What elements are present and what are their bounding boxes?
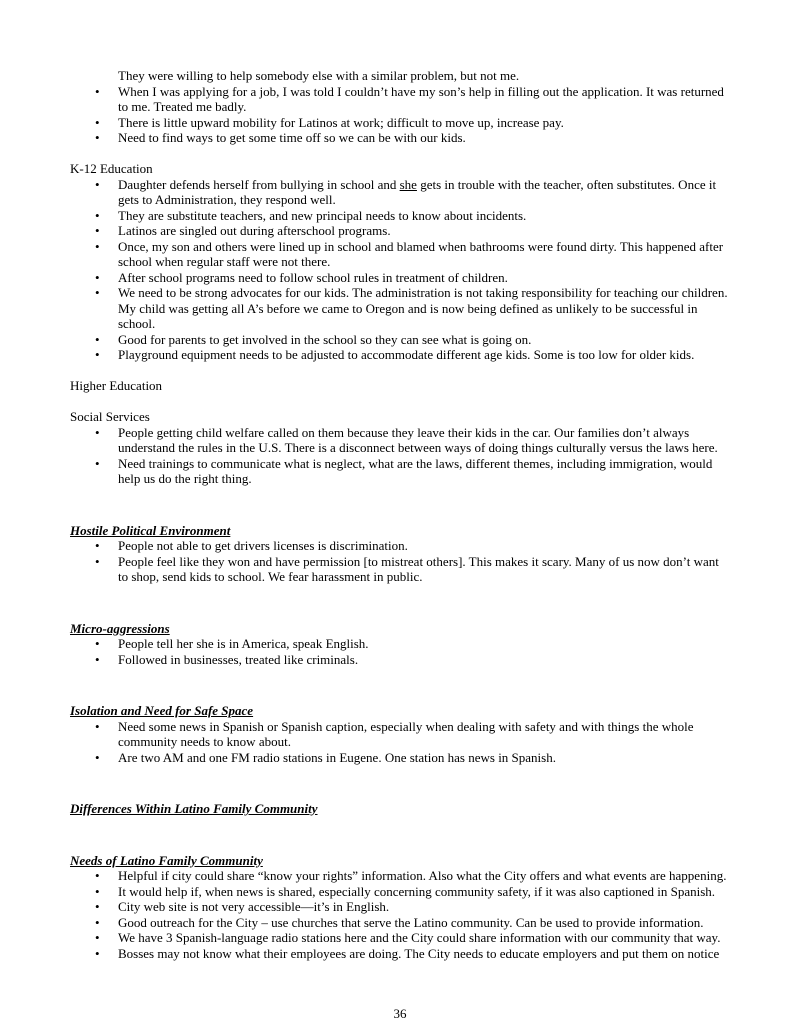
bullet-text: People tell her she is in America, speak English. [118,636,369,651]
bullet-text: People not able to get drivers licenses is discrimination. [118,538,408,553]
bullet-text: We have 3 Spanish-language radio stations here and the City could share information with our community that way. [118,930,721,945]
bullet-marker: • [95,238,100,254]
bullet-text: After school programs need to follow school rules in treatment of children. [118,269,508,285]
bullet-item [70,868,732,884]
bullet-marker: • [95,914,100,930]
bullet-text: Daughter defends herself from bullying in school and she gets in trouble with the teacher, often substitutes. Once it gets to Administration, they respond well. [118,176,717,207]
section-heading: Higher Education [70,378,163,393]
bullet-item [70,208,732,224]
bullet-list [70,425,732,487]
bullet-marker: • [95,538,100,553]
bullet-marker: • [95,269,100,285]
section-heading: Isolation and Need for Safe Space [70,703,254,718]
section-social-services [70,409,732,487]
bullet-list [70,719,732,766]
bullet-text: Playground equipment needs to be adjusted to accommodate different age kids. Some is too low for older kids. [118,347,695,362]
section-k12-education [70,161,732,363]
bullet-item [70,332,732,348]
section-needs-latino-family-community [70,853,732,962]
bullet-text: It would help if, when news is shared, especially concerning community safety, if it was also captioned in Spanish. [118,883,716,899]
bullet-item [70,130,732,146]
bullet-marker: • [95,945,100,961]
bullet-item [70,84,732,115]
bullet-text: Once, my son and others were lined up in school and blamed when bathrooms were found dirty. This happened after school when regular staff were not there. [118,238,724,269]
bullet-item [70,223,732,239]
bullet-text: They are substitute teachers, and new principal needs to know about incidents. [118,207,527,223]
bullet-item [70,115,732,131]
section-hostile-political-environment [70,523,732,585]
bullet-marker: • [95,114,100,130]
bullet-item [70,750,732,766]
bullet-marker: • [95,130,100,145]
bullet-item [70,899,732,915]
bullet-text: City web site is not very accessible—it’s in English. [118,899,390,914]
section-heading: Hostile Political Environment [70,522,231,538]
section-heading: K-12 Education [70,161,153,176]
bullet-text: When I was applying for a job, I was told I couldn’t have my son’s help in filling out the application. It was returned to me. Treated me badly. [118,83,724,114]
bullet-marker: • [95,883,100,899]
section-heading: Needs of Latino Family Community [70,852,263,868]
bullet-item [70,347,732,363]
bullet-marker: • [95,207,100,223]
bullet-text: Are two AM and one FM radio stations in Eugene. One station has news in Spanish. [118,749,556,765]
bullet-text: Need some news in Spanish or Spanish caption, especially when dealing with safety and with things the whole community needs to know about. [118,718,694,749]
bullet-marker: • [95,868,100,883]
bullet-item [70,285,732,332]
bullet-item [70,930,732,946]
bullet-text: Bosses may not know what their employees are doing. The City needs to educate employers and put them on notice [118,945,720,961]
bullet-marker: • [95,347,100,362]
page-content [70,68,732,961]
bullet-marker: • [95,749,100,765]
bullet-marker: • [95,718,100,734]
bullet-list [70,177,732,363]
bullet-marker: • [95,223,100,238]
bullet-item [70,636,732,652]
continuation-text: They were willing to help somebody else with a similar problem, but not me. [118,68,520,83]
bullet-marker: • [95,636,100,651]
bullet-item [70,554,732,585]
bullet-item [70,239,732,270]
section-workplace-continued [70,68,732,146]
bullet-list [70,868,732,961]
bullet-list [70,538,732,585]
bullet-marker: • [95,331,100,347]
bullet-list [70,84,732,146]
bullet-marker: • [95,424,100,440]
bullet-item [70,652,732,668]
bullet-text: People getting child welfare called on them because they leave their kids in the car. Our families don’t always understand the rules in the U.S. There is a disconnect between ways of doing things culturally versus the laws here. [118,424,718,455]
section-higher-education [70,378,732,394]
bullet-marker: • [95,455,100,471]
bullet-text: Good outreach for the City – use churches that serve the Latino community. Can be used to provide information. [118,914,704,930]
page-footer [0,1006,800,1022]
section-isolation-safe-space [70,703,732,765]
bullet-item [70,946,732,962]
bullet-marker: • [95,930,100,945]
section-differences-latino-family-community [70,801,732,817]
bullet-text: Need trainings to communicate what is neglect, what are the laws, different themes, including immigration, would help us do the right thing. [118,455,713,486]
bullet-text: Helpful if city could share “know your rights” information. Also what the City offers and what events are happening. [118,868,727,883]
bullet-marker: • [95,285,100,300]
bullet-item [70,538,732,554]
bullet-item [70,177,732,208]
bullet-item [70,425,732,456]
bullet-text: Good for parents to get involved in the school so they can see what is going on. [118,331,532,347]
bullet-item [70,915,732,931]
underlined-word: she [399,176,417,192]
page-number: 36 [393,1005,407,1021]
bullet-marker: • [95,176,100,192]
bullet-item [70,456,732,487]
section-heading: Social Services [70,409,150,424]
bullet-text: People feel like they won and have permission [to mistreat others]. This makes it scary. Many of us now don’t want to shop, send kids to school. We fear harassment in public. [118,553,719,584]
bullet-item [70,719,732,750]
bullet-text: We need to be strong advocates for our kids. The administration is not taking responsibility for teaching our children. My child was getting all A’s before we came to Oregon and is now being defined as unlikely to be successful in school. [118,285,728,331]
bullet-item [70,884,732,900]
bullet-text: There is little upward mobility for Latinos at work; difficult to move up, increase pay. [118,114,564,130]
bullet-text: Followed in businesses, treated like criminals. [118,651,359,667]
bullet-marker: • [95,899,100,914]
bullet-text: Need to find ways to get some time off so we can be with our kids. [118,130,466,145]
bullet-item [70,270,732,286]
section-heading: Micro-aggressions [70,620,170,636]
bullet-list [70,636,732,667]
section-heading: Differences Within Latino Family Community [70,801,318,816]
bullet-text: Latinos are singled out during afterschool programs. [118,223,391,238]
bullet-marker: • [95,553,100,569]
bullet-marker: • [95,83,100,99]
section-micro-aggressions [70,621,732,668]
bullet-marker: • [95,651,100,667]
